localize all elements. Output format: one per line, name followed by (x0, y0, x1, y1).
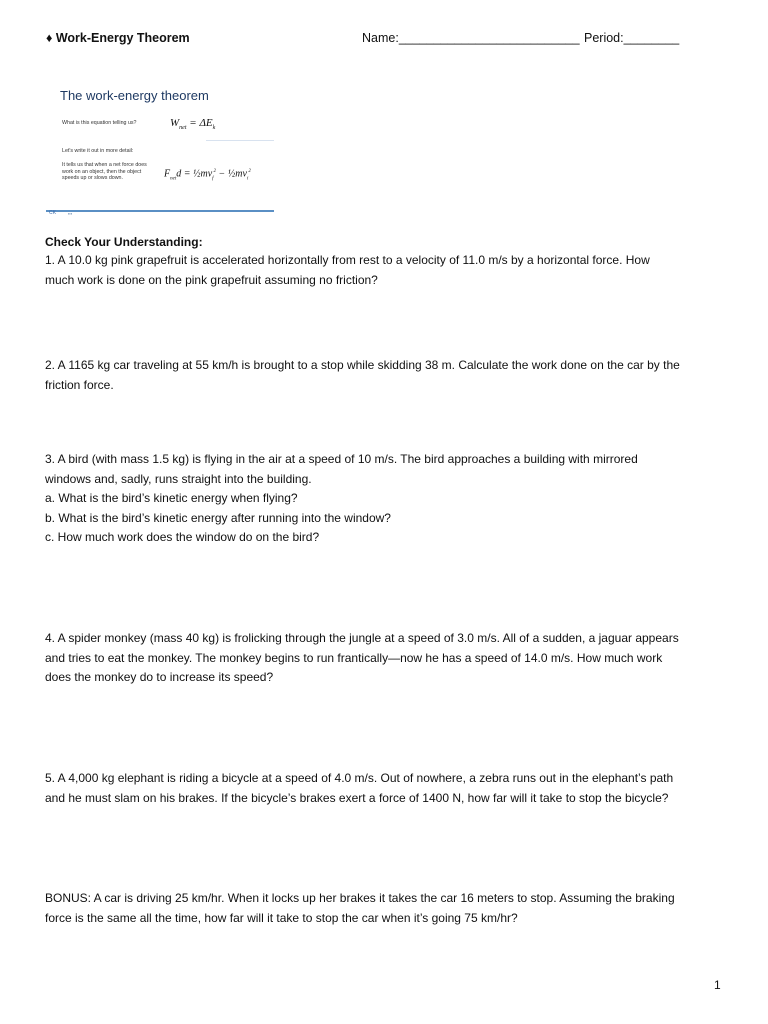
slide-logo-secondary: ▪▪▪ (68, 211, 73, 216)
slide-title: The work-energy theorem (60, 88, 209, 103)
slide-arrow-line (206, 140, 274, 141)
slide-explanation: It tells us that when a net force does work on an object, then the object speeds up or slows down. (62, 162, 147, 181)
q5-line-1: 5. A 4,000 kg elephant is riding a bicycle at a speed of 4.0 m/s. Out of nowhere, a zebra runs out in the elephant’s path (45, 771, 674, 785)
slide-bottom-bar (46, 210, 274, 212)
eq2-rest: d = ½mv (176, 168, 213, 180)
slide-question: What is this equation telling us? (62, 120, 137, 126)
bonus-line-2: force is the same all the time, how far will it take to stop the car when it’s going 75 km/hr? (45, 910, 518, 925)
page-number: 1 (714, 978, 721, 992)
period-field: Period:________ (584, 31, 680, 45)
check-understanding-heading: Check Your Understanding: (45, 235, 203, 249)
q3-part-a: a. What is the bird’s kinetic energy when flying? (45, 491, 298, 505)
question-1 (45, 251, 725, 290)
eq2-f: F (164, 168, 171, 180)
q3-line-1: 3. A bird (with mass 1.5 kg) is flying in the air at a speed of 10 m/s. The bird approaches a building with mirrored (45, 452, 638, 466)
name-field: Name:__________________________ (362, 31, 580, 45)
eq2-tail: − ½mv (216, 168, 247, 180)
q5-line-2: and he must slam on his brakes. If the bicycle’s brakes exert a force of 1400 N, how far will it take to stop the bicycle? (45, 790, 669, 805)
eq1-w: W (170, 117, 180, 129)
q4-line-3: does the monkey do to increase its speed? (45, 670, 274, 684)
q4-line-2: and tries to eat the monkey. The monkey begins to run frantically—now he has a speed of 14.0 m/s. How much work (45, 650, 663, 665)
q2-line-2: friction force. (45, 377, 114, 392)
q1-line-1: 1. A 10.0 kg pink grapefruit is accelerated horizontally from rest to a velocity of 11.0 m/s by a horizontal force. How (45, 253, 650, 267)
q3-part-b: b. What is the bird’s kinetic energy after running into the window? (45, 510, 391, 525)
slide-equation-2: $F_{net}d$ = $\frac{1}{2}mv_f^2$ − $\frac{1}{2}mv_i^2$ (164, 168, 251, 182)
slide-image (46, 78, 276, 216)
q3-line-2: windows and, sadly, runs straight into the building. (45, 471, 312, 486)
slide-detail: Let's write it out in more detail: (62, 148, 134, 154)
slide-equation-1 (170, 114, 215, 139)
q3-part-c: c. How much work does the window do on the bird? (45, 530, 320, 544)
eq1-sub2: k (212, 125, 216, 132)
q1-line-2: much work is done on the pink grapefruit assuming no friction? (45, 272, 378, 287)
question-2 (45, 356, 725, 395)
question-5 (45, 769, 725, 808)
worksheet-title: ♦ Work-Energy Theorem (46, 31, 190, 45)
question-3 (45, 450, 725, 548)
eq1-sub: net (179, 125, 187, 132)
bonus-line-1: BONUS: A car is driving 25 km/hr. When it locks up her brakes it takes the car 16 meters to stop. Assuming the braking (45, 891, 675, 905)
q4-line-1: 4. A spider monkey (mass 40 kg) is frolicking through the jungle at a speed of 3.0 m/s. All of a sudden, a jaguar appears (45, 631, 679, 645)
slide-logo: CK (49, 210, 56, 216)
bonus-question (45, 889, 725, 928)
eq2-sub: net (170, 176, 177, 182)
eq1-rest: = ΔE (186, 117, 213, 129)
question-4 (45, 629, 725, 688)
q2-line-1: 2. A 1165 kg car traveling at 55 km/h is brought to a stop while skidding 38 m. Calculate the work done on the car by the (45, 358, 680, 372)
